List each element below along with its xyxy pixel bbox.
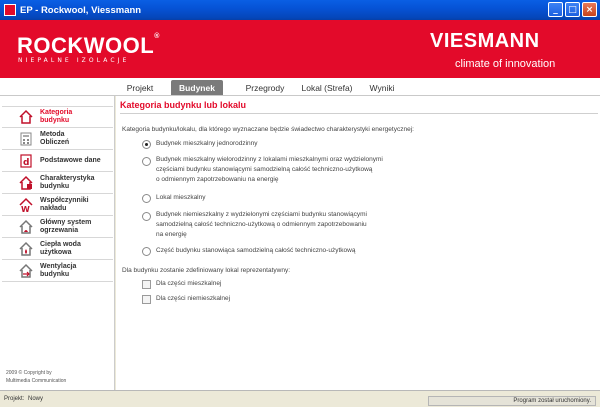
representative-question: Dla budynku zostanie zdefiniowany lokal reprezentatywny: bbox=[122, 267, 291, 274]
ventilation-icon bbox=[18, 263, 34, 279]
radio-czesc-budynku[interactable] bbox=[142, 247, 151, 256]
svg-text:d: d bbox=[23, 157, 30, 168]
sidebar-item-ciepla-woda-uzytkowa[interactable] bbox=[2, 238, 113, 260]
tab-przegrody[interactable]: Przegrody bbox=[245, 82, 285, 93]
category-question: Kategoria budynku/lokalu, dla którego wyznaczane będzie świadectwo charakterystyki energetycznej: bbox=[122, 126, 414, 133]
app-icon bbox=[4, 4, 16, 16]
copyright-text: 2009 © Copyright by Multimedia Communication bbox=[6, 370, 67, 384]
rockwool-reg-mark: ® bbox=[154, 33, 160, 40]
sidebar-item-charakterystyka-budynku[interactable] bbox=[2, 172, 113, 194]
radio-niemieszkalny[interactable] bbox=[142, 212, 151, 221]
main-panel bbox=[116, 96, 600, 390]
sidebar-item-label: Współczynniki nakładu bbox=[40, 196, 89, 212]
viessmann-logo: VIESMANN bbox=[430, 30, 540, 52]
sidebar-item-podstawowe-dane[interactable] bbox=[2, 150, 113, 172]
tab-lokal-strefa[interactable]: Lokal (Strefa) bbox=[301, 82, 353, 93]
hot-water-icon bbox=[18, 241, 34, 257]
checkbox-label[interactable]: Dla części mieszkalnej bbox=[156, 280, 222, 287]
status-panel bbox=[428, 396, 596, 406]
document-d-icon bbox=[18, 153, 34, 169]
calculator-icon bbox=[18, 131, 34, 147]
house-info-icon bbox=[18, 175, 34, 191]
rockwool-tagline: NIEPALNE IZOLACJE bbox=[18, 57, 130, 64]
option-label[interactable]: Część budynku stanowiąca samodzielną całość techniczno-użytkową bbox=[156, 247, 356, 254]
project-label: Projekt: bbox=[4, 396, 25, 402]
window-titlebar[interactable] bbox=[0, 0, 600, 20]
sidebar-item-metoda-obliczen[interactable] bbox=[2, 128, 113, 150]
sidebar-item-label: Metoda Obliczeń bbox=[40, 130, 70, 146]
status-text: Program został uruchomiony. bbox=[513, 398, 591, 404]
option-label[interactable]: Budynek mieszkalny wielorodzinny z lokalami mieszkalnymi oraz wydzielonymi częściami budynku stanowiącymi samodzielną całość techniczno-użytkową o odmiennym zapotrzebowaniu na energię bbox=[156, 156, 383, 183]
radio-lokal-mieszkalny[interactable] bbox=[142, 194, 151, 203]
rockwool-logo bbox=[17, 33, 160, 59]
option-label[interactable]: Lokal mieszkalny bbox=[156, 194, 206, 201]
minimize-button[interactable] bbox=[548, 2, 563, 17]
page-title: Kategoria budynku lub lokalu bbox=[120, 100, 247, 110]
sidebar-item-glowny-system-ogrzewania[interactable] bbox=[2, 216, 113, 238]
checkbox-czesc-mieszkalna[interactable] bbox=[142, 280, 151, 289]
sidebar-item-wspolczynniki-nakladu[interactable] bbox=[2, 194, 113, 216]
tab-budynek[interactable]: Budynek bbox=[171, 80, 223, 95]
viessmann-tagline: climate of innovation bbox=[455, 58, 556, 70]
minimize-icon: _ bbox=[553, 4, 558, 15]
option-label[interactable]: Budynek niemieszkalny z wydzielonymi częściami budynku stanowiącymi samodzielną całość techniczno-użytkową o odmiennym zapotrzebowaniu na energię bbox=[156, 211, 367, 238]
close-icon: × bbox=[585, 4, 594, 15]
title-divider bbox=[120, 113, 598, 114]
tab-wyniki[interactable]: Wyniki bbox=[369, 82, 395, 93]
sidebar-item-label: Ciepła woda użytkowa bbox=[40, 240, 81, 256]
heating-icon bbox=[18, 219, 34, 235]
window-title: EP - Rockwool, Viessmann bbox=[20, 4, 142, 16]
sidebar-item-label: Główny system ogrzewania bbox=[40, 218, 92, 234]
sidebar-item-label: Podstawowe dane bbox=[40, 156, 101, 164]
maximize-button[interactable] bbox=[565, 2, 580, 17]
house-icon bbox=[18, 109, 34, 125]
status-bar bbox=[0, 390, 600, 407]
checkbox-label[interactable]: Dla części niemieszkalnej bbox=[156, 295, 231, 302]
sidebar-item-wentylacja-budynku[interactable] bbox=[2, 260, 113, 282]
factors-icon bbox=[18, 197, 34, 213]
main-tabs bbox=[0, 78, 600, 96]
svg-text:W: W bbox=[21, 204, 30, 213]
sidebar-item-label: Kategoria budynku bbox=[40, 109, 73, 124]
sidebar-item-label: Charakterystyka budynku bbox=[40, 174, 95, 190]
radio-jednorodzinny[interactable] bbox=[142, 140, 151, 149]
maximize-icon: □ bbox=[568, 4, 577, 15]
option-label[interactable]: Budynek mieszkalny jednorodzinny bbox=[156, 140, 258, 147]
rockwool-logo-text: ROCKWOOL bbox=[17, 33, 155, 58]
sidebar-item-kategoria-budynku[interactable] bbox=[2, 106, 113, 128]
sidebar bbox=[0, 96, 115, 390]
radio-wielorodzinny[interactable] bbox=[142, 157, 151, 166]
checkbox-czesc-niemieszkalna[interactable] bbox=[142, 295, 151, 304]
header-banner bbox=[0, 20, 600, 78]
tab-projekt[interactable]: Projekt bbox=[126, 82, 154, 93]
project-value: Nowy bbox=[28, 396, 44, 402]
close-button[interactable] bbox=[582, 2, 597, 17]
sidebar-item-label: Wentylacja budynku bbox=[40, 262, 77, 278]
